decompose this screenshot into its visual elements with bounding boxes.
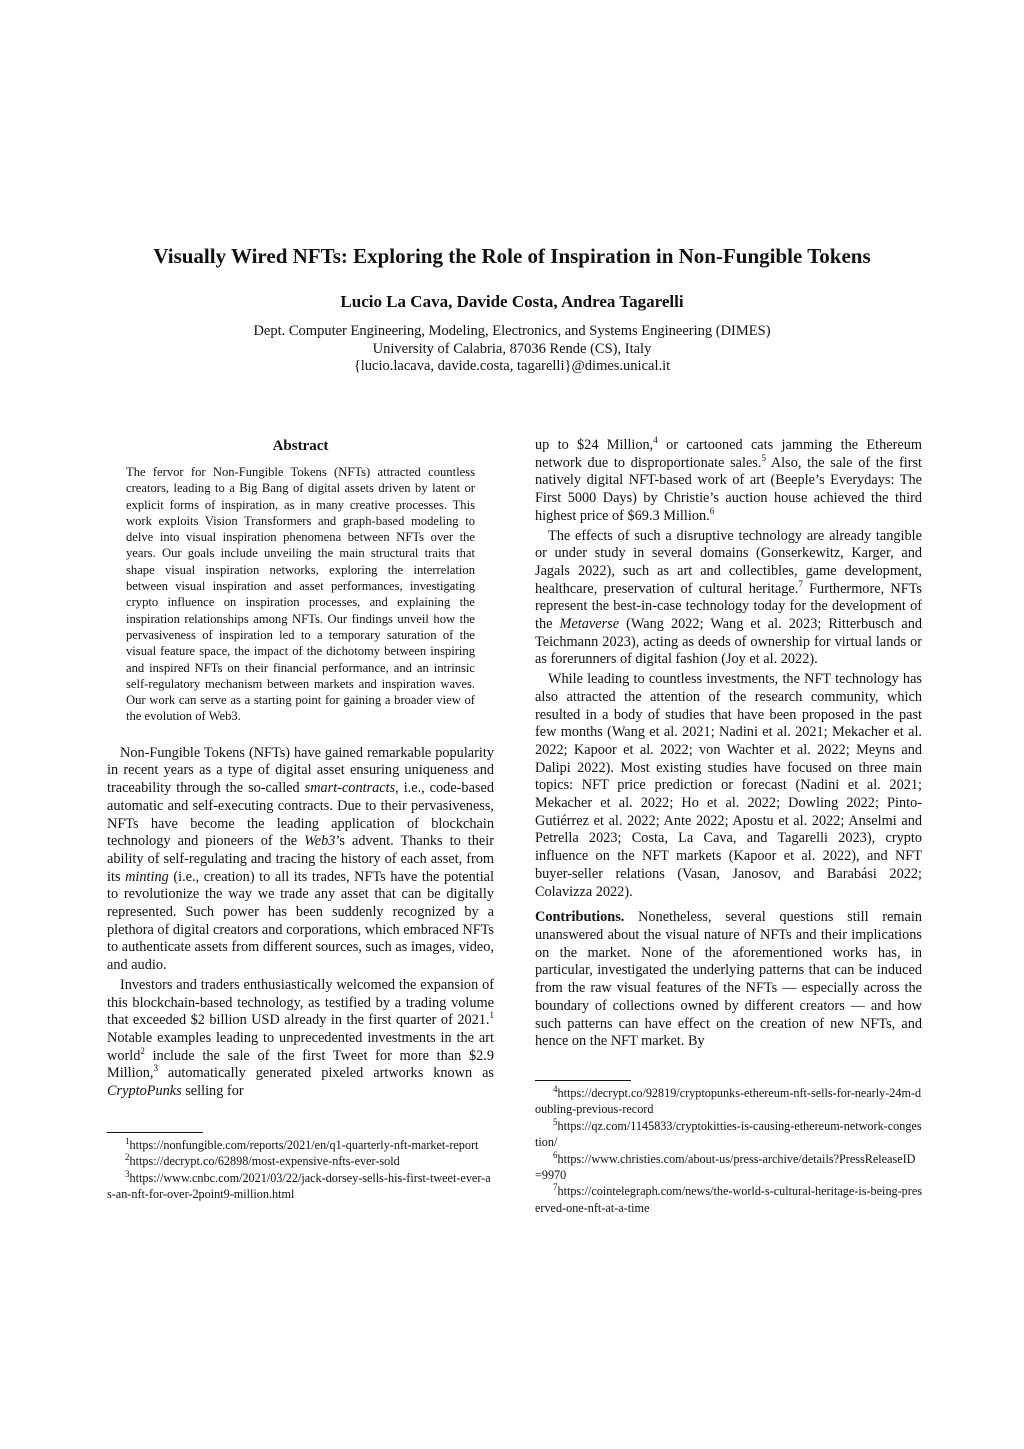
footnote-divider: [107, 1132, 203, 1133]
emphasis-web3: Web3: [304, 833, 336, 850]
footnotes-left: [107, 1132, 494, 1203]
affiliation-block: [40, 323, 984, 376]
emphasis-minting: minting: [125, 868, 169, 885]
footnote-link[interactable]: https://decrypt.co/62898/most-expensive-nfts-ever-sold: [129, 1154, 400, 1169]
affiliation-department: Dept. Computer Engineering, Modeling, Electronics, and Systems Engineering (DIMES): [253, 323, 771, 339]
emphasis-smart-contracts: smart-contracts: [304, 780, 396, 797]
footnote-4: $^4$https://decrypt.co/92819/cryptopunks-ethereum-nft-sells-for-nearly-24m-doubling-previous-record: [535, 1083, 922, 1117]
footnote-link[interactable]: https://www.cnbc.com/2021/03/22/jack-dorsey-sells-his-first-tweet-ever-as-an-nft-for-over-2point9-million.html: [107, 1170, 491, 1202]
abstract-text: The fervor for Non-Fungible Tokens (NFTs) attracted countless creators, leading to a Big Bang of digital assets driven by latent or explicit forms of inspiration, as in many creative processes. This work exploits Vision Transformers and graph-based modeling to delve into visual inspiration phenomena between NFTs over the years. Our goals include unveiling the main structural traits that shape visual inspiration networks, exploring the interrelation between visual inspiration and asset performances, investigating crypto influence on inspiration processes, and explaining the inspiration relationships among NFTs. Our findings unveil how the pervasiveness of inspiration led to a temporary saturation of the visual feature space, the impact of the dichotomy between inspiring and inspired NFTs on their financial performance, and an intrinsic self-regulatory mechanism between markets and inspiration waves. Our work can serve as a starting point for gaining a broader view of the evolution of Web3.: [126, 465, 475, 724]
footnote-link[interactable]: https://qz.com/1145833/cryptokitties-is-causing-ethereum-network-congestion/: [535, 1118, 922, 1150]
paper-title: Visually Wired NFTs: Exploring the Role of Inspiration in Non-Fungible Tokens: [153, 244, 871, 268]
contributions-heading: Contributions.: [535, 909, 625, 926]
footnote-link[interactable]: https://decrypt.co/92819/cryptopunks-ethereum-nft-sells-for-nearly-24m-doubling-previous-record: [535, 1086, 922, 1117]
intro-paragraph-4: While leading to countless investments, the NFT technology has also attracted the attention of the research community, which resulted in a body of studies that have been proposed in the past few months (Wang et al. 2021; Nadini et al. 2021; Mekacher et al. 2022; Kapoor et al. 2022; von Wachter et al. 2022; Meyns and Dalipi 2022). Most existing studies have focused on three main topics: NFT price prediction or forecast (Nadini et al. 2021; Mekacher et al. 2022; Ho et al. 2022; Dowling 2022; Pinto-Gutiérrez et al. 2022; Ante 2022; Apostu et al. 2022; Anselmi and Petrella 2023; Costa, La Cava, and Tagarelli 2023), crypto influence on the NFT markets (Kapoor et al. 2022), and NFT buyer-seller relations (Vasan, Janosov, and Barabási 2022; Colavizza 2022).: [535, 671, 922, 900]
footnote-ref-2[interactable]: 2: [140, 1045, 145, 1056]
intro-paragraph-2-continued: up to $24 Million,$^4$ or cartooned cats jamming the Ethereum network due to disproportionate sales.$^5$ Also, the sale of the first natively digital NFT-based work of art (Beeple’s Everydays: The First 5000 Days) by Christie’s auction house achieved the third highest price of $69.3 Million.$^6$: [535, 435, 922, 524]
footnote-6: $^6$https://www.christies.com/about-us/press-archive/details?PressReleaseID=9970: [535, 1149, 916, 1183]
emphasis-metaverse: Metaverse: [559, 616, 620, 633]
footnote-1: $^1$https://nonfungible.com/reports/2021/en/q1-quarterly-nft-market-report: [125, 1135, 479, 1152]
intro-paragraph-3: The effects of such a disruptive technology are already tangible or under study in several domains (Gonserkewitz, Karger, and Jagals 2022), such as art and collectibles, game development, healthcare, preservation of cultural heritage.$^7$ Furthermore, NFTs represent the best-in-case technology today for the development of the Metaverse (Wang 2022; Wang et al. 2023; Ritterbusch and Teichmann 2023), acting as deeds of ownership for virtual lands or as forerunners of digital fashion (Joy et al. 2022).: [535, 527, 923, 668]
intro-paragraph-2: Investors and traders enthusiastically welcomed the expansion of this blockchain-based technology, as testified by a trading volume that exceeded $2 billion USD already in the first quarter of 2021.$^1$ Notable examples leading to unprecedented investments in the art world$^2$ include the sale of the first Tweet for more than $2.9 Million,$^3$ automatically generated pixeled artworks known as CryptoPunks selling for: [107, 976, 494, 1100]
footnote-7: $^7$https://cointelegraph.com/news/the-world-s-cultural-heritage-is-being-preserved-one-nft-at-a-time: [535, 1182, 922, 1215]
footnotes-right: [535, 1080, 922, 1216]
footnote-link[interactable]: https://nonfungible.com/reports/2021/en/q1-quarterly-nft-market-report: [129, 1138, 479, 1152]
right-column: [535, 437, 922, 1051]
footnote-link[interactable]: https://cointelegraph.com/news/the-world-s-cultural-heritage-is-being-preserved-one-nft-at-a-time: [535, 1184, 922, 1215]
abstract-heading: Abstract: [272, 438, 329, 454]
emphasis-cryptopunks: CryptoPunks: [107, 1083, 182, 1100]
footnote-2: $^2$https://decrypt.co/62898/most-expensive-nfts-ever-sold: [125, 1152, 400, 1169]
intro-paragraph-1: Non-Fungible Tokens (NFTs) have gained remarkable popularity in recent years as a type of digital asset ensuring uniqueness and traceability through the so-called smart-contracts, i.e., code-based automatic and self-executing contracts. Due to their pervasiveness, NFTs have become the leading application of blockchain technology and pioneers of the Web3’s advent. Thanks to their ability of self-regulating and tracing the history of each asset, from its minting (i.e., creation) to all its trades, NFTs have the potential to revolutionize the way we trade any asset that can be digitally represented. Such power has been suddenly recognized by a plethora of digital creators and corporations, which embraced NFTs to authenticate assets from different sources, such as images, video, and audio.: [107, 744, 494, 974]
footnote-3: $^3$https://www.cnbc.com/2021/03/22/jack-dorsey-sells-his-first-tweet-ever-as-an-nft-for-over-2point9-million.html: [107, 1168, 491, 1202]
left-column: [107, 437, 494, 1101]
footnote-ref-7[interactable]: 7: [798, 578, 803, 589]
contributions-paragraph: Contributions. Nonetheless, several questions still remain unanswered about the visual nature of NFTs and their implications on the market. None of the aforementioned works has, in particular, investigated the underlying patterns that can be induced from the raw visual features of the NFTs — especially across the boundary of collections owned by different creators — and how such patterns can have effect on the creation of new NFTs, and hence on the NFT market. By: [535, 909, 922, 1050]
footnote-ref-1[interactable]: 1: [489, 1010, 494, 1021]
footnote-ref-4[interactable]: 4: [653, 435, 658, 446]
footnote-divider: [535, 1080, 631, 1081]
footnote-link[interactable]: https://www.christies.com/about-us/press-archive/details?PressReleaseID=9970: [535, 1151, 916, 1183]
affiliation-university: University of Calabria, 87036 Rende (CS), Italy: [372, 340, 652, 357]
affiliation-emails: {lucio.lacava, davide.costa, tagarelli}@dimes.unical.it: [353, 358, 671, 374]
author-list: Lucio La Cava, Davide Costa, Andrea Tagarelli: [340, 292, 684, 311]
footnote-ref-5[interactable]: 5: [761, 452, 766, 463]
footnote-ref-3[interactable]: 3: [153, 1063, 158, 1074]
footnote-5: $^5$https://qz.com/1145833/cryptokitties-is-causing-ethereum-network-congestion/: [535, 1116, 922, 1150]
footnote-ref-6[interactable]: 6: [709, 506, 715, 517]
